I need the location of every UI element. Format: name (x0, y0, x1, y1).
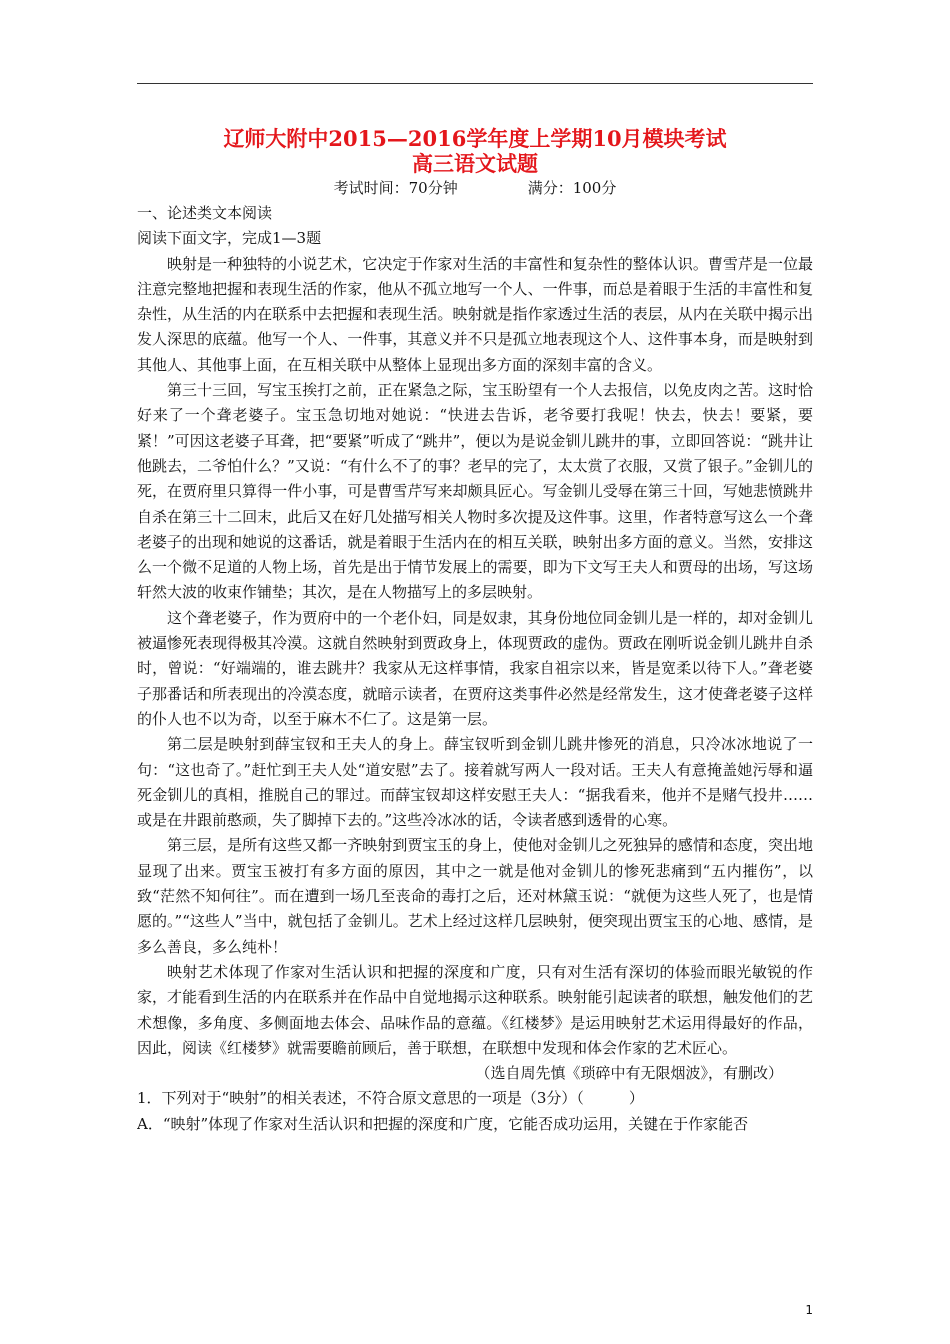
exam-subtitle: 高三语文试题 (412, 151, 538, 176)
passage-paragraph-6: 映射艺术体现了作家对生活认识和把握的深度和广度，只有对生活有深切的体验而眼光敏锐的作家，才能看到生活的内在联系并在作品中自觉地揭示这种联系。映射能引起读者的联想，触发他们的艺术想像，多角度、多侧面地去体会、品味作品的意蕴。《红楼梦》是运用映射艺术运用得最好的作品，因此，阅读《红楼梦》就需要瞻前顾后，善于联想，在联想中发现和体会作家的艺术匠心。 (137, 962, 813, 1057)
header-rule (137, 83, 813, 84)
full-score: 满分：100分 (527, 179, 617, 197)
question-1-option-a: A．“映射”体现了作家对生活认识和把握的深度和广度，它能否成功运用，关键在于作家能否 (137, 1114, 749, 1133)
exam-time: 考试时间：70分钟 (333, 179, 458, 197)
page-number: 1 (805, 1303, 813, 1317)
exam-info (137, 178, 813, 198)
question-1-stem: 1．下列对于“映射”的相关表述，不符合原文意思的一项是（3分）（ ） (137, 1089, 644, 1108)
passage-paragraph-3: 这个聋老婆子，作为贾府中的一个老仆妇，同是奴隶，其身份地位同金钏儿是一样的，却对金钏儿被逼惨死表现得极其冷漠。这就自然映射到贾政身上，体现贾政的虚伪。贾政在刚听说金钏儿跳井自杀时，曾说：“好端端的，谁去跳井？我家从无这样事情，我家自祖宗以来，皆是宽柔以待下人。”聋老婆子那番话和所表现出的冷漠态度，就暗示读者，在贾府这类事件必然是经常发生，这才使聋老婆子这样的仆人也不以为奇，以至于麻木不仁了。这是第一层。 (137, 608, 813, 728)
passage-paragraph-1: 映射是一种独特的小说艺术，它决定于作家对生活的丰富性和复杂性的整体认识。曹雪芹是一位最注意完整地把握和表现生活的作家，他从不孤立地写一个人、一件事，而总是着眼于生活的丰富性和复杂性，从生活的内在联系中去把握和表现生活。映射就是指作家透过生活的表层，从内在关联中揭示出发人深思的底蕴。他写一个人、一件事，其意义并不只是孤立地表现这个人、这件事本身，而是映射到其他人、其他事上面，在互相关联中从整体上显现出多方面的深刻丰富的含义。 (137, 254, 813, 374)
passage-source: （选自周先慎《琐碎中有无限烟波》，有删改） (475, 1064, 783, 1083)
section-instruction: 阅读下面文字，完成1—3题 (137, 229, 322, 248)
document-body (137, 201, 813, 1137)
passage-paragraph-4: 第二层是映射到薛宝钗和王夫人的身上。薛宝钗听到金钏儿跳井惨死的消息，只冷冰冰地说了一句：“这也奇了。”赶忙到王夫人处“道安慰”去了。接着就写两人一段对话。王夫人有意掩盖她污辱和逼死金钏儿的真相，推脱自己的罪过。而薛宝钗却这样安慰王夫人：“据我看来，他并不是赌气投井……或是在井跟前憨顽，失了脚掉下去的。”这些冷冰冰的话，令读者感到透骨的心寒。 (137, 735, 813, 830)
exam-title: 辽师大附中2015—2016学年度上学期10月模块考试 (223, 126, 727, 151)
section-heading: 一、论述类文本阅读 (137, 204, 273, 222)
passage-paragraph-2: 第三十三回，写宝玉挨打之前，正在紧急之际，宝玉盼望有一个人去报信，以免皮肉之苦。这时恰好来了一个聋老婆子。宝玉急切地对她说：“快进去告诉，老爷要打我呢！快去，快去！要紧，要紧！”可因这老婆子耳聋，把“要紧”听成了“跳井”，便以为是说金钏儿跳井的事，立即回答说：“跳井让他跳去，二爷怕什么？”又说：“有什么不了的事？老早的完了，太太赏了衣服，又赏了银子。”金钏儿的死，在贾府里只算得一件小事，可是曹雪芹写来却颇具匠心。写金钏儿受辱在第三十回，写她悲愤跳井自杀在第三十二回末，此后又在好几处描写相关人物时多次提及这件事。这里，作者特意写这么一个聋老婆子的出现和她说的这番话，就是着眼于生活内在的相互关联，映射出多方面的意义。当然，安排这么一个微不足道的人物上场，首先是出于情节发展上的需要，即为下文写王夫人和贾母的出场，写这场轩然大波的收束作铺垫；其次，是在人物描写上的多层映射。 (137, 381, 814, 602)
passage-paragraph-5: 第三层，是所有这些又都一齐映射到贾宝玉的身上，使他对金钏儿之死独异的感情和态度，突出地显现了出来。贾宝玉被打有多方面的原因，其中之一就是他对金钏儿的惨死悲痛到“五内摧伤”，以致“茫然不知何往”。而在遭到一场几至丧命的毒打之后，还对林黛玉说：“就便为这些人死了，也是情愿的。”“这些人”当中，就包括了金钏儿。艺术上经过这样几层映射，便突现出贾宝玉的心地、感情，是多么善良，多么纯朴！ (137, 836, 813, 956)
